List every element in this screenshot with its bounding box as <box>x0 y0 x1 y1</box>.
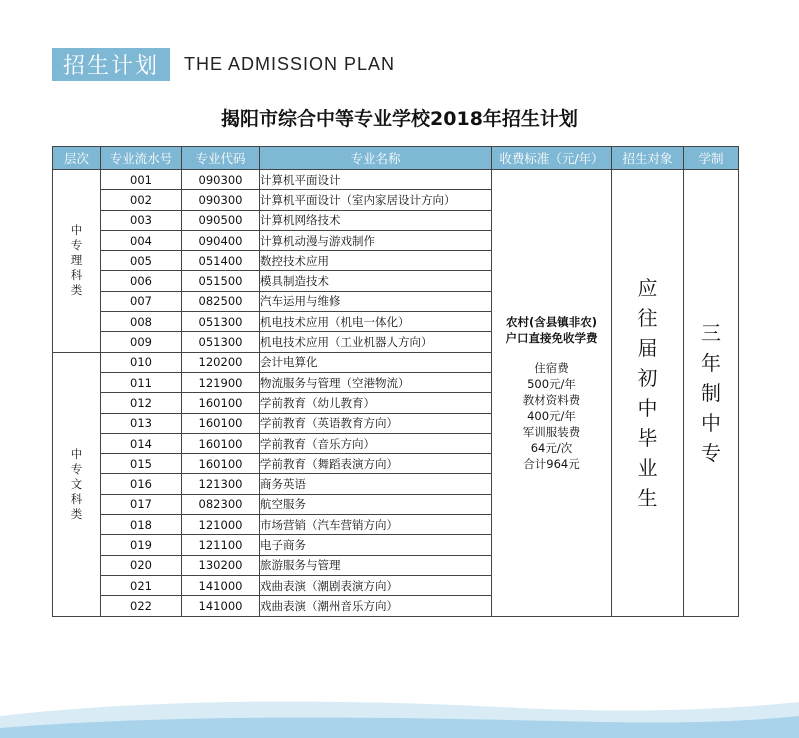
serial-cell: 005 <box>101 251 182 271</box>
code-cell: 120200 <box>182 352 260 372</box>
serial-cell: 003 <box>101 210 182 230</box>
fee-item: 教材资料费 <box>522 392 581 407</box>
serial-cell: 001 <box>101 170 182 190</box>
page-title: 揭阳市综合中等专业学校2018年招生计划 <box>221 108 578 130</box>
table-row <box>53 170 739 190</box>
code-cell: 121300 <box>182 474 260 494</box>
code-cell: 051400 <box>182 251 260 271</box>
major-name-cell: 机电技术应用（机电一体化） <box>260 312 492 332</box>
fee-item: 住宿费 <box>534 360 569 375</box>
serial-cell: 008 <box>101 312 182 332</box>
fee-item: 合计964元 <box>523 456 580 471</box>
serial-cell: 007 <box>101 291 182 311</box>
major-name-cell: 计算机动漫与游戏制作 <box>260 230 492 250</box>
code-cell: 090300 <box>182 170 260 190</box>
serial-cell: 016 <box>101 474 182 494</box>
serial-cell: 009 <box>101 332 182 352</box>
col-header-name: 专业名称 <box>260 147 492 170</box>
serial-cell: 013 <box>101 413 182 433</box>
serial-cell: 018 <box>101 515 182 535</box>
major-name-cell: 戏曲表演（潮剧表演方向） <box>260 575 492 595</box>
major-name-cell: 物流服务与管理（空港物流） <box>260 372 492 392</box>
target-label: 应往届初中毕业生 <box>637 275 658 510</box>
major-name-cell: 学前教育（幼儿教育） <box>260 393 492 413</box>
fee-item: 军训服装费 <box>522 424 581 439</box>
col-header-target: 招生对象 <box>612 147 684 170</box>
code-cell: 141000 <box>182 575 260 595</box>
code-cell: 082300 <box>182 494 260 514</box>
fee-exemption-line2: 户口直接免收学费 <box>505 330 598 345</box>
level-cell-arts <box>53 352 101 616</box>
serial-cell: 004 <box>101 230 182 250</box>
code-cell: 051300 <box>182 312 260 332</box>
major-name-cell: 会计电算化 <box>260 352 492 372</box>
major-name-cell: 模具制造技术 <box>260 271 492 291</box>
serial-cell: 012 <box>101 393 182 413</box>
duration-cell <box>684 170 739 617</box>
major-name-cell: 商务英语 <box>260 474 492 494</box>
section-header <box>52 48 395 81</box>
col-header-serial: 专业流水号 <box>101 147 182 170</box>
serial-cell: 019 <box>101 535 182 555</box>
major-name-cell: 航空服务 <box>260 494 492 514</box>
major-name-cell: 市场营销（汽车营销方向） <box>260 515 492 535</box>
major-name-cell: 电子商务 <box>260 535 492 555</box>
fee-item: 500元/年 <box>527 376 576 391</box>
serial-cell: 006 <box>101 271 182 291</box>
serial-cell: 021 <box>101 575 182 595</box>
code-cell: 160100 <box>182 393 260 413</box>
major-name-cell: 数控技术应用 <box>260 251 492 271</box>
fee-item: 400元/年 <box>527 408 576 423</box>
serial-cell: 002 <box>101 190 182 210</box>
serial-cell: 010 <box>101 352 182 372</box>
code-cell: 160100 <box>182 433 260 453</box>
major-name-cell: 计算机平面设计（室内家居设计方向） <box>260 190 492 210</box>
serial-cell: 011 <box>101 372 182 392</box>
code-cell: 090300 <box>182 190 260 210</box>
col-header-duration: 学制 <box>684 147 739 170</box>
table-header-row <box>53 147 739 170</box>
major-name-cell: 戏曲表演（潮州音乐方向） <box>260 596 492 616</box>
code-cell: 141000 <box>182 596 260 616</box>
fee-exemption-line1: 农村(含县镇非农) <box>505 314 597 329</box>
major-name-cell: 计算机网络技术 <box>260 210 492 230</box>
code-cell: 051300 <box>182 332 260 352</box>
level-cell-science <box>53 170 101 353</box>
code-cell: 121100 <box>182 535 260 555</box>
major-name-cell: 机电技术应用（工业机器人方向） <box>260 332 492 352</box>
section-english-title: THE ADMISSION PLAN <box>184 54 396 74</box>
code-cell: 051500 <box>182 271 260 291</box>
section-badge: 招生计划 <box>52 48 170 81</box>
code-cell: 160100 <box>182 454 260 474</box>
code-cell: 090500 <box>182 210 260 230</box>
major-name-cell: 计算机平面设计 <box>260 170 492 190</box>
major-name-cell: 学前教育（音乐方向） <box>260 433 492 453</box>
serial-cell: 014 <box>101 433 182 453</box>
fee-cell <box>492 170 612 617</box>
major-name-cell: 学前教育（舞蹈表演方向） <box>260 454 492 474</box>
serial-cell: 017 <box>101 494 182 514</box>
serial-cell: 015 <box>101 454 182 474</box>
serial-cell: 020 <box>101 555 182 575</box>
col-header-fee: 收费标准（元/年） <box>492 147 612 170</box>
code-cell: 160100 <box>182 413 260 433</box>
code-cell: 121900 <box>182 372 260 392</box>
duration-label: 三年制中专 <box>701 320 721 465</box>
major-name-cell: 旅游服务与管理 <box>260 555 492 575</box>
decorative-wave <box>0 678 799 738</box>
level-label-science: 中专理科类 <box>70 223 83 298</box>
major-name-cell: 学前教育（英语教育方向） <box>260 413 492 433</box>
admission-plan-table <box>52 146 739 617</box>
code-cell: 130200 <box>182 555 260 575</box>
code-cell: 121000 <box>182 515 260 535</box>
fee-item: 64元/次 <box>530 440 573 455</box>
code-cell: 082500 <box>182 291 260 311</box>
major-name-cell: 汽车运用与维修 <box>260 291 492 311</box>
col-header-level: 层次 <box>53 147 101 170</box>
code-cell: 090400 <box>182 230 260 250</box>
col-header-code: 专业代码 <box>182 147 260 170</box>
target-cell <box>612 170 684 617</box>
serial-cell: 022 <box>101 596 182 616</box>
level-label-arts: 中专文科类 <box>70 446 83 521</box>
